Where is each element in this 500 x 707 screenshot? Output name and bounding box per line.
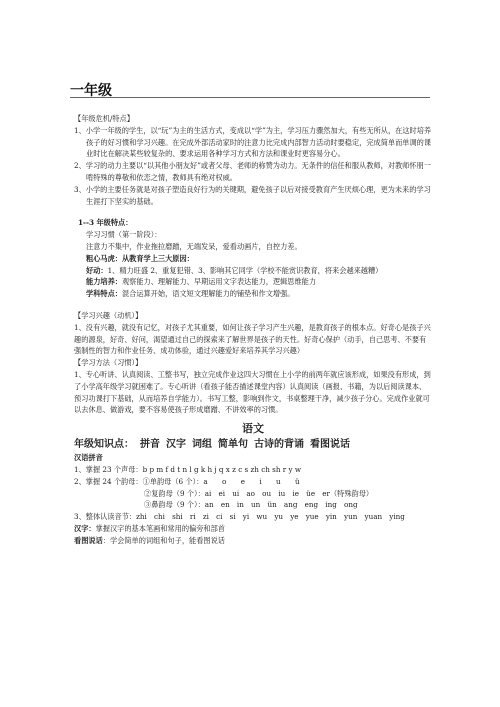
picture-talk-line bbox=[74, 535, 432, 547]
knowledge-item: 简单句 bbox=[218, 439, 248, 451]
traits-good bbox=[74, 265, 432, 277]
traits-good-text: 1、精力旺盛 2、重复犯错、3、影响其它同学（学校不能赏识教育，将来会越来越糟） bbox=[107, 265, 383, 275]
hanzi-line bbox=[74, 523, 432, 535]
method-heading: 【学习方法（习惯）】 bbox=[74, 358, 143, 368]
pinyin-finals-compound: ②复韵母（9 个）：ai ei ui ao ou iu ie üe er（特殊韵母） bbox=[144, 488, 374, 498]
crisis-item-3: 3、小学的主要任务就是对孩子塑造良好行为的关键期，避免孩子以后对接受教育产生厌烦心理，更为未来的学习生涯打下坚实的基础。 bbox=[74, 184, 431, 206]
traits-causes-heading: 粗心马虎：从教育学上三大原因： bbox=[86, 253, 194, 263]
traits-heading: 1--3 年级特点： bbox=[78, 218, 133, 228]
knowledge-item: 汉字 bbox=[166, 439, 186, 451]
title-divider bbox=[70, 97, 430, 98]
picture-talk-label: 看图说话 bbox=[74, 535, 103, 545]
knowledge-item: 看图说话 bbox=[310, 439, 350, 451]
traits-ability-label: 能力培养： bbox=[86, 277, 122, 287]
pinyin-finals-nasal: ③鼻韵母（9 个）：an en in un ün ang eng ing ong bbox=[144, 500, 358, 510]
traits-good-label: 好动： bbox=[86, 265, 108, 275]
chinese-knowledge-points bbox=[74, 438, 432, 452]
interest-heading: 【学习兴趣（动机）】 bbox=[74, 310, 143, 320]
method-text: 1、专心听讲、认真阅读、工整书写，独立完成作业这四大习惯在上小学的前两年就应该形成，如果没有形成，到了小学高年级学习就困难了。专心听讲（看孩子能否描述课堂内容）认真阅读（画报、书籍，为以后阅读课本、预习功课打下基础，从而培养自学能力）。书写工整，影响到作文，书桌整理干净，减少孩子分心。完成作业就可以去休息、做游戏，要不容易使孩子形成磨蹭、不讲效率的习惯。 bbox=[74, 369, 431, 415]
hanzi-label: 汉字： bbox=[74, 523, 96, 533]
knowledge-item: 古诗的背诵 bbox=[254, 439, 304, 451]
crisis-item-2: 2、学习的动力主要以“以其他小朋友好”或者父母、老师的称赞为动力。无条件的信任和服从教师，对教师怀朋一啃特殊的尊敬和依恋之情，教师具有绝对权威。 bbox=[74, 161, 431, 182]
traits-subject-label: 学科特点： bbox=[86, 289, 122, 299]
traits-ability bbox=[74, 276, 432, 288]
picture-talk-text: ：学会简单的词组和句子，能看图说话 bbox=[102, 535, 225, 545]
page-title: 一年级 bbox=[70, 83, 112, 99]
pinyin-heading: 汉语拼音 bbox=[74, 453, 103, 463]
pinyin-whole-syllables: 3、整体认读音节：zhi chi shi ri zi ci si yi wu yu ye yue yin yun yuan ying bbox=[74, 512, 405, 522]
traits-subject-text: 混合运算开始，语文短文理解能力的铺垫和作文增强。 bbox=[121, 289, 295, 299]
crisis-item-1: 1、小学一年级的学生，以“玩”为主的生活方式，变成以“学”为主，学习压力骤然加大，有些无所从，在这时培养孩子的好习惯和学习兴趣。在完成外部活动家时的注意力比完成内部智力活动时要稳定，完成简单而单调的课业时比在解决某些较复杂的、要求运用各种学习方式和方法和课业时更容易分心。 bbox=[74, 125, 432, 159]
knowledge-item: 词组 bbox=[192, 439, 212, 451]
crisis-heading: 【年级危机/特点】 bbox=[74, 114, 134, 123]
traits-subject bbox=[74, 288, 432, 300]
interest-text: 1、没有兴趣，就没有记忆，对孩子尤其重要，如何让孩子学习产生兴趣，是教育孩子的根本点。好奇心是孩子兴趣的源泉，好奇、好问，渴望通过自己的探索来了解世界是孩子的天性。好奇心保护（动手，自己思考、不要有强制性的智力和作业任务、成功体验，通过兴趣爱好来培养其学习兴趣） bbox=[74, 322, 431, 356]
document-body bbox=[74, 107, 432, 547]
traits-stage: 学习习惯（第一阶段）： bbox=[86, 230, 162, 240]
traits-ability-text: 观察能力、理解能力、早期运用文字表达能力，逻辑思维能力 bbox=[121, 277, 317, 287]
traits-attention: 注意力不集中，作业拖拉磨蹭，无端发呆，爱看动画片，自控力差。 bbox=[86, 241, 302, 251]
knowledge-label: 年级知识点： bbox=[74, 439, 134, 451]
pinyin-initials: 1、掌握 23 个声母：b p m f d t n l g k h j q x z c s zh ch sh r y w bbox=[74, 464, 301, 474]
knowledge-item: 拼音 bbox=[140, 439, 160, 451]
hanzi-text: 掌握汉字的基本笔画和常用的偏旁和部首 bbox=[95, 523, 225, 533]
pinyin-finals-single: 2、掌握 24 个韵母：①单韵母（6 个）：a o e i u ü bbox=[74, 476, 300, 486]
chinese-section-title: 语文 bbox=[242, 422, 264, 436]
